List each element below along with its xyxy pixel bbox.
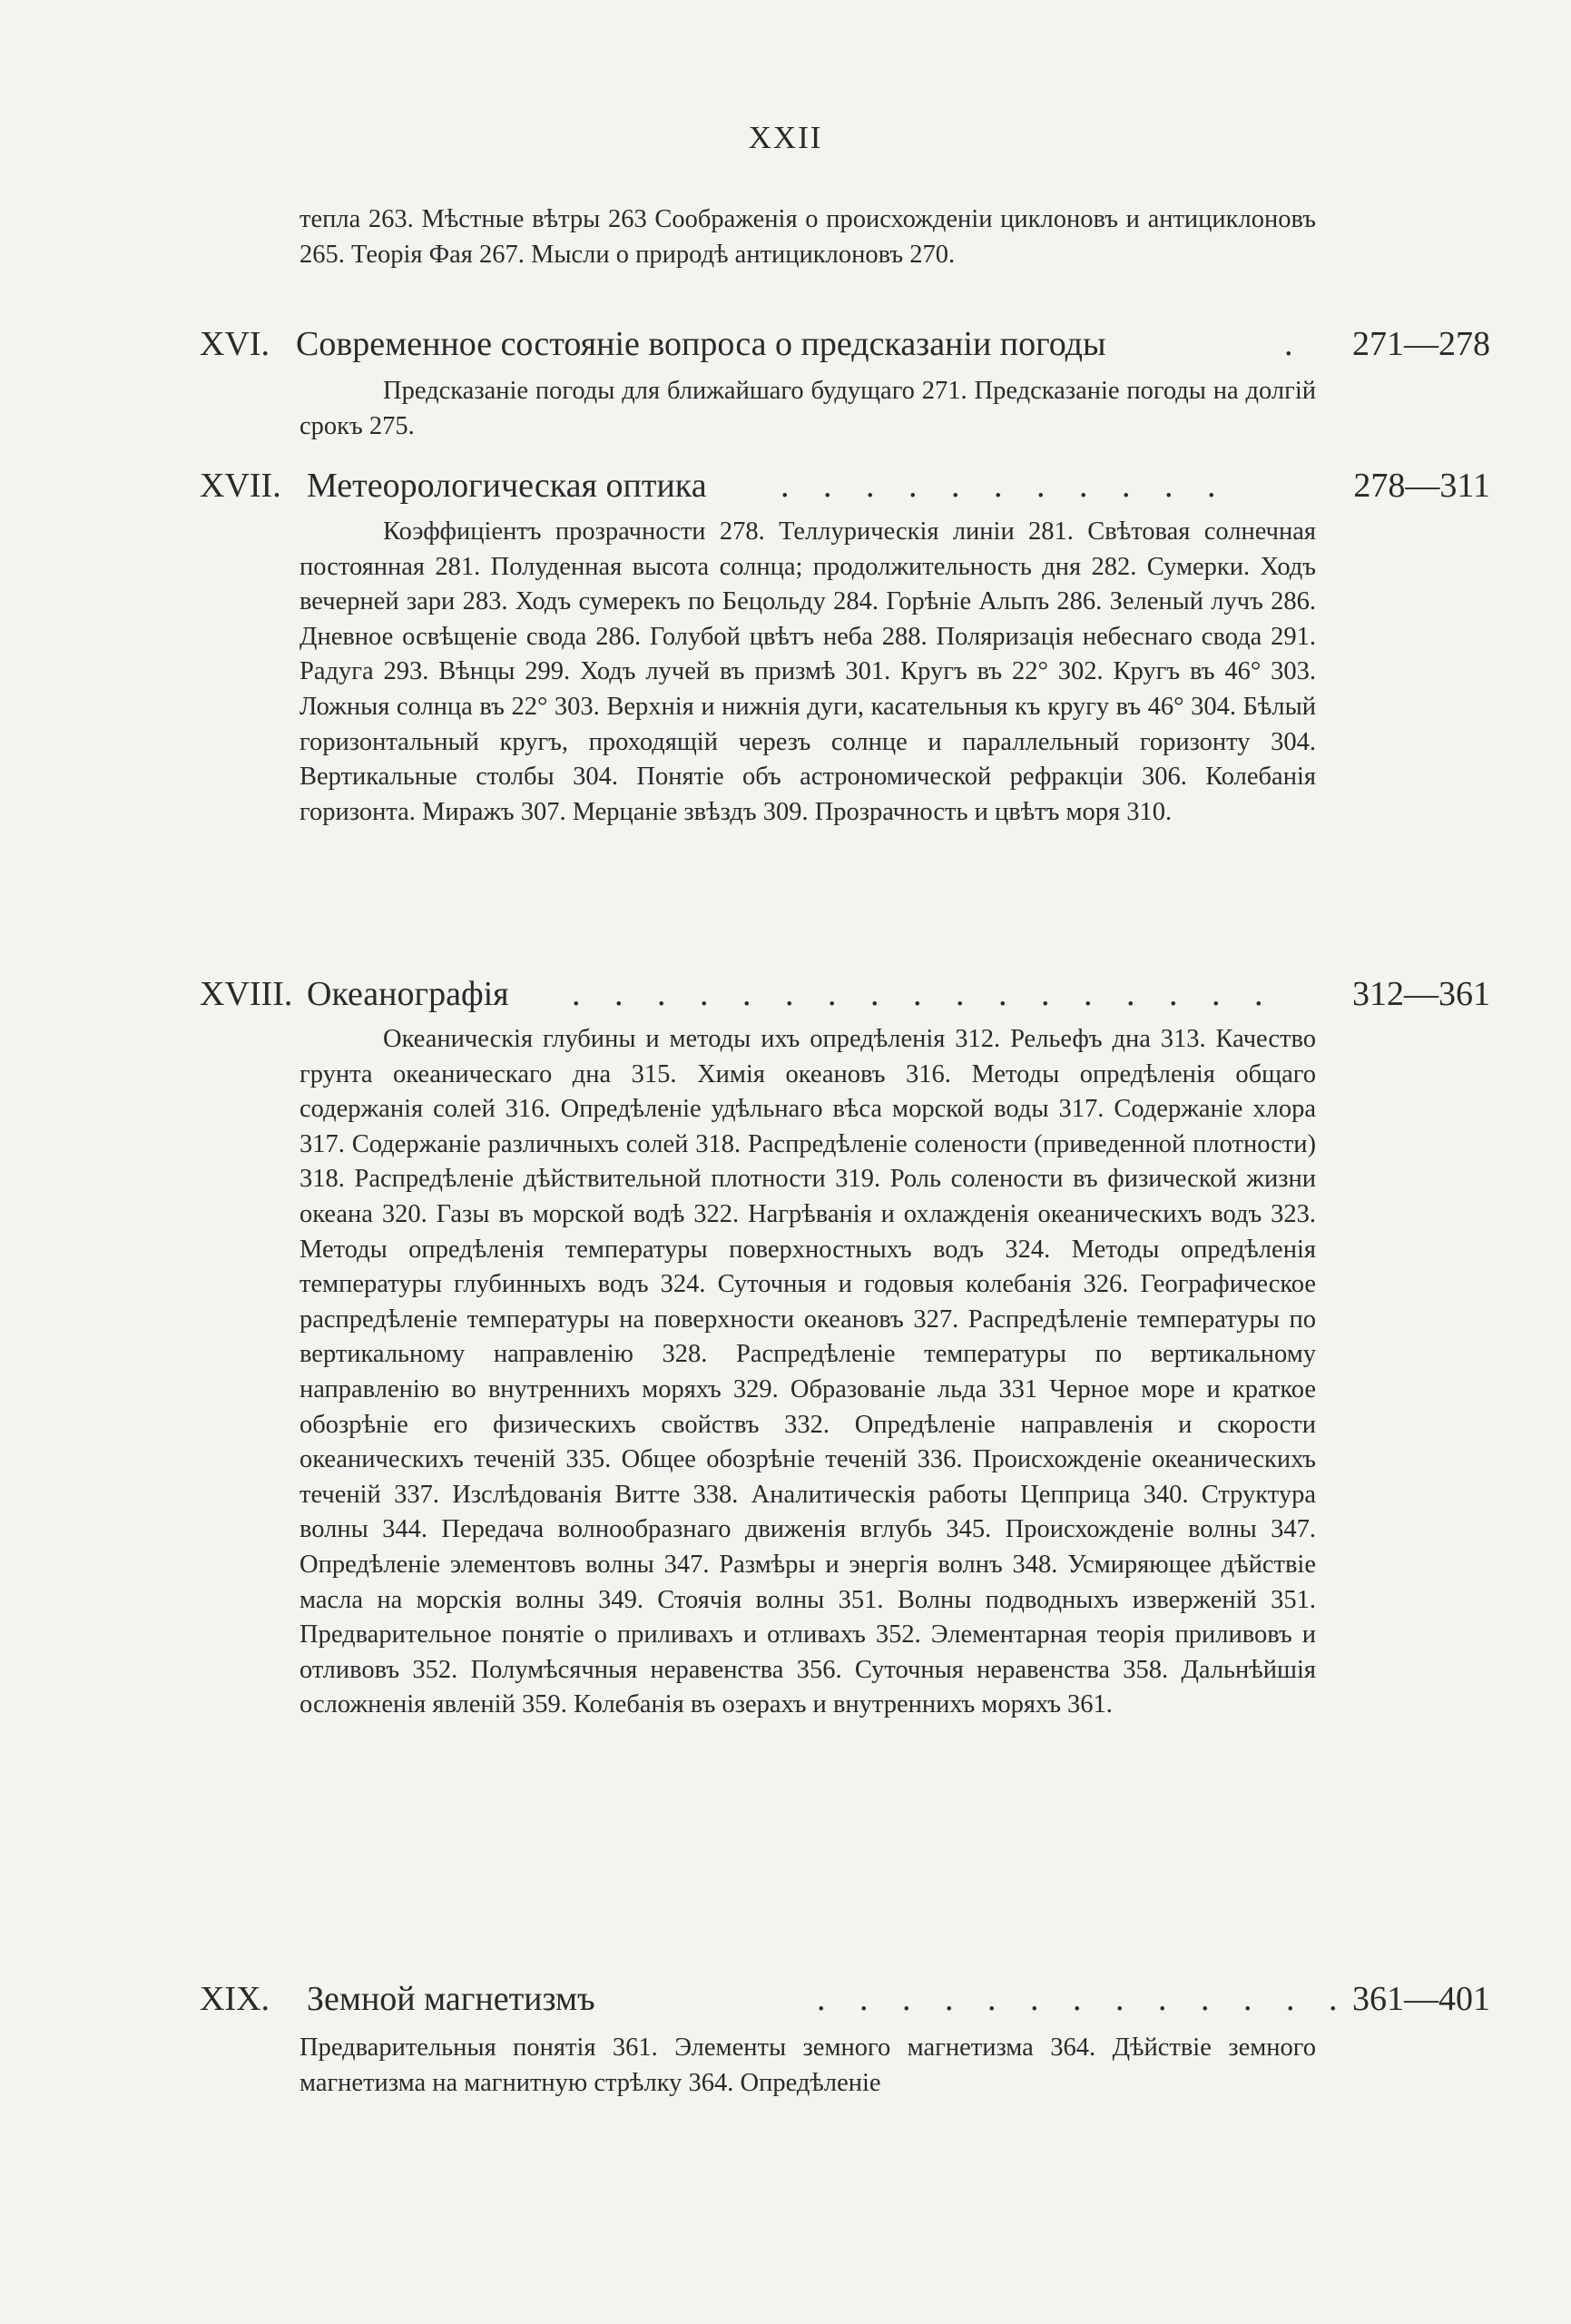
chapter-description: Предварительныя понятія 361. Элементы земного магнетизма 364. Дѣйствіе земного магнетизма на магнитную стрѣлку 364. Опредѣленіе bbox=[299, 2034, 1316, 2097]
chapter-pages: 312—361 bbox=[1352, 975, 1490, 1013]
chapter-description: Предсказаніе погоды для ближайшаго будущаго 271. Предсказаніе погоды на долгій срокъ 275. bbox=[299, 377, 1316, 440]
chapter-heading bbox=[200, 466, 1490, 513]
chapter-heading bbox=[200, 974, 1490, 1021]
chapter-numeral: XVII. bbox=[200, 467, 281, 505]
chapter-description: Океаническія глубины и методы ихъ опредѣленія 312. Рельефъ дна 313. Качество грунта океаническаго дна 315. Химія океановъ 316. Методы опредѣленія общаго содержанія солей 316. Опредѣленіе удѣльнаго вѣса морской воды 317. Содержаніе хлора 317. Содержаніе различныхъ солей 318. Распредѣленіе солености (приведенной плотности) 318. Распредѣленіе дѣйствительной плотности 319. Роль солености въ физической жизни океана 320. Газы въ морской водѣ 322. Нагрѣванія и охлажденія океаническихъ водъ 323. Методы опредѣленія температуры поверхностныхъ водъ 324. Методы опредѣленія температуры глубинныхъ водъ 324. Суточныя и годовыя колебанія 326. Географическое распредѣленіе температуры на поверхности океановъ 327. Распредѣленіе температуры по вертикальному направленію 328. Распредѣленіе температуры по вертикальному направленію во внутреннихъ моряхъ 329. Образованіе льда 331 Черное море и краткое обозрѣніе его физическихъ свойствъ 332. Опредѣленіе направленія и скорости океаническихъ теченій 335. Общее обозрѣніе теченій 336. Происхожденіе океаническихъ теченій 337. Изслѣдованія Витте 338. Аналитическія работы Цепприца 340. Структура волны 344. Передача волнообразнаго движенія вглубь 345. Происхожденіе волны 347. Опредѣленіе элементовъ волны 347. Размѣры и энергія волнъ 348. Усмиряющее дѣйствіе масла на морскія волны 349. Стоячія волны 351. Волны подводныхъ изверженій 351. Предварительное понятіе о приливахъ и отливахъ 352. Элементарная теорія приливовъ и отливовъ 352. Полумѣсячныя неравенства 356. Суточныя неравенства 358. Дальнѣйшія осложненія явленій 359. Колебанія въ озерахъ и внутреннихъ моряхъ 361. bbox=[299, 1025, 1316, 1719]
chapter-title: Современное состояніе вопроса о предсказаніи погоды bbox=[296, 325, 1106, 363]
chapter-leader: . bbox=[1284, 325, 1306, 363]
chapter-title: Метеорологическая оптика bbox=[307, 467, 707, 505]
chapter-title: Земной магнетизмъ bbox=[307, 1980, 595, 2018]
chapter-leader: . . . . . . . . . . . bbox=[781, 467, 1229, 505]
chapter-numeral: XVI. bbox=[200, 325, 270, 363]
chapter-description: Коэффиціентъ прозрачности 278. Теллурическія линіи 281. Свѣтовая солнечная постоянная 281. Полуденная высота солнца; продолжительность дня 282. Сумерки. Ходъ вечерней зари 283. Ходъ сумерекъ по Бецольду 284. Горѣніе Альпъ 286. Зеленый лучъ 286. Дневное освѣщеніе свода 286. Голубой цвѣтъ неба 288. Поляризація небеснаго свода 291. Радуга 293. Вѣнцы 299. Ходъ лучей въ призмѣ 301. Кругъ въ 22° 302. Кругъ въ 46° 303. Ложныя солнца въ 22° 303. Верхнія и нижнія дуги, касательныя къ кругу въ 46° 304. Бѣлый горизонтальный кругъ, проходящій черезъ солнце и параллельный горизонту 304. Вертикальные столбы 304. Понятіе объ астрономической рефракціи 306. Колебанія горизонта. Миражъ 307. Мерцаніе звѣздъ 309. Прозрачность и цвѣтъ моря 310. bbox=[299, 517, 1316, 826]
chapter-heading bbox=[200, 324, 1490, 371]
chapter-pages: 278—311 bbox=[1353, 467, 1490, 505]
continuation-paragraph: тепла 263. Мѣстные вѣтры 263 Соображенія о происхожденіи циклоновъ и антициклоновъ 265. Теорія Фая 267. Мысли о природѣ антициклоновъ 270. bbox=[299, 205, 1316, 269]
chapter-pages: 271—278 bbox=[1352, 325, 1490, 363]
chapter-leader: . . . . . . . . . . . . . . . . . bbox=[572, 975, 1276, 1013]
page-number: XXII bbox=[748, 120, 823, 155]
chapter-pages: 361—401 bbox=[1352, 1980, 1490, 2018]
chapter-heading bbox=[200, 1979, 1490, 2026]
chapter-numeral: XIX. bbox=[200, 1980, 270, 2018]
chapter-leader: . . . . . . . . . . . . . bbox=[817, 1980, 1350, 2018]
chapter-title: Океанографія bbox=[307, 975, 509, 1013]
chapter-numeral: XVIII. bbox=[200, 975, 293, 1013]
